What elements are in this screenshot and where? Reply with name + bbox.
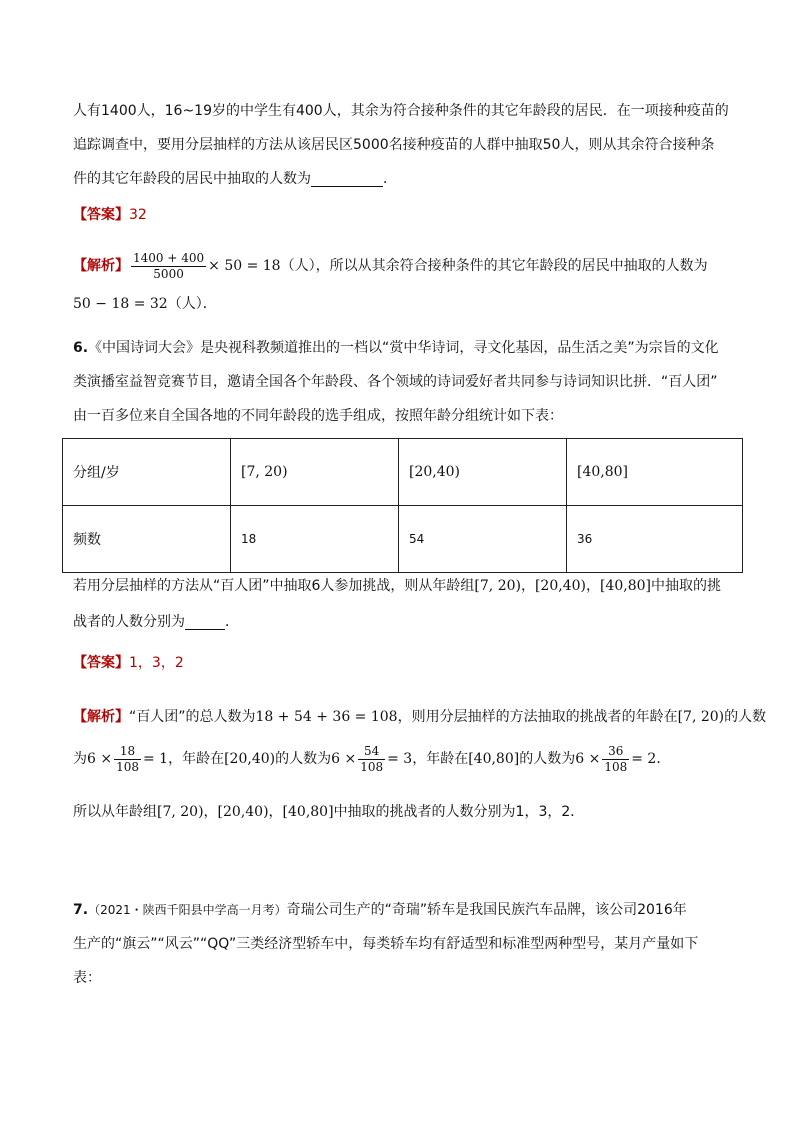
q6-fraction-2-denominator: 108 <box>360 759 384 774</box>
q6-line-3: 由一百多位来自全国各地的不同年龄段的选手组成，按照年龄分组统计如下表： <box>73 408 563 424</box>
q7-source: （2021・陕西千阳县中学高一月考） <box>88 903 287 917</box>
answer-value: 1，3，2 <box>129 655 184 671</box>
table-row <box>63 506 743 573</box>
q6-fraction-3 <box>602 744 629 775</box>
table-cell: 54 <box>399 506 567 573</box>
q5-line-1: 人有1400人，16~19岁的中学生有400人，其余为符合接种条件的其它年龄段的居民．在一项接种疫苗的 <box>73 103 729 119</box>
table-cell: 分组/岁 <box>63 439 231 506</box>
age-frequency-table <box>62 438 743 573</box>
q5-fraction <box>131 251 206 282</box>
q6-fraction-3-denominator: 108 <box>604 759 628 774</box>
q6-analysis-line2-c: 的人数为 <box>275 751 332 767</box>
table-header-row <box>63 439 743 506</box>
q6-fraction-2-post: = 3 <box>387 751 413 767</box>
q6-conclusion-a: 所以从年龄组 <box>73 804 157 820</box>
q7-number: 7. <box>73 902 89 918</box>
q5-line-3-end: ． <box>383 171 397 187</box>
q5-fraction-denominator: 5000 <box>153 266 184 281</box>
q6-analysis-range-3: [40,80] <box>468 751 520 767</box>
q6-fraction-1-numerator: 18 <box>114 744 141 760</box>
q6-question-ranges: [7, 20)，[20,40)，[40,80] <box>474 578 651 594</box>
q6-fraction-1-pre: 6 × <box>87 751 113 767</box>
q5-fraction-numerator: 1400 + 400 <box>133 250 205 265</box>
q5-answer <box>73 198 723 232</box>
table-cell: 频数 <box>63 506 231 573</box>
q5-analysis-expression: × 50 = 18（人） <box>208 258 316 274</box>
q6-fraction-2-pre: 6 × <box>331 751 357 767</box>
q6-analysis-text-a: “百人团”的总人数为 <box>129 709 256 725</box>
q6-analysis-text-d: 的人数 <box>724 709 767 725</box>
q6-analysis-text-b: ，则用分层抽样的方法抽取的挑战者的年龄在 <box>397 709 678 725</box>
q7-problem-text <box>73 893 723 995</box>
q6-analysis-line2-a: 为 <box>73 751 87 767</box>
q5-problem-text <box>73 94 729 196</box>
answer-tag: 【答案】 <box>73 207 129 223</box>
q6-analysis <box>73 696 767 780</box>
table-cell: [7, 20) <box>231 439 399 506</box>
q6-line-2: 类演播室益智竞赛节目，邀请全国各个年龄段、各个领域的诗词爱好者共同参与诗词知识比拼．“百人团” <box>73 374 718 390</box>
q6-conclusion-ranges: [7, 20)，[20,40)，[40,80] <box>157 804 334 820</box>
q6-answer-blank <box>185 611 225 630</box>
q6-analysis-line2-b: ，年龄在 <box>168 751 225 767</box>
table-cell: [20,40) <box>399 439 567 506</box>
q5-analysis-text: ，所以从其余符合接种条件的其它年龄段的居民中抽取的人数为 <box>315 258 708 274</box>
table-cell: 18 <box>231 506 399 573</box>
table-cell: 36 <box>567 506 743 573</box>
q6-fraction-1-post: = 1 <box>143 751 169 767</box>
q6-fraction-3-pre: 6 × <box>575 751 601 767</box>
analysis-tag: 【解析】 <box>73 709 129 725</box>
q6-fraction-2-numerator: 54 <box>358 744 385 760</box>
q6-question <box>73 568 723 640</box>
q5-analysis-line-2: 50 − 18 = 32（人）． <box>73 296 217 312</box>
q5-line-2: 追踪调查中，要用分层抽样的方法从该居民区5000名接种疫苗的人群中抽取50人，则从其余符合接种条 <box>73 137 715 153</box>
q7-line-1: 奇瑞公司生产的“奇瑞”轿车是我国民族汽车品牌，该公司2016年 <box>286 902 687 918</box>
answer-tag: 【答案】 <box>73 655 129 671</box>
q6-problem-text <box>73 331 723 433</box>
q6-conclusion <box>73 795 723 829</box>
q6-line-1: 《中国诗词大会》是央视科教频道推出的一档以“赏中华诗词，寻文化基因，品生活之美”为宗旨的文化 <box>88 340 719 356</box>
q6-question-text-c: 中抽取的挑 <box>650 578 721 594</box>
q6-fraction-2 <box>358 744 385 775</box>
q7-line-3: 表： <box>73 970 101 986</box>
table-cell: [40,80] <box>567 439 743 506</box>
q6-number: 6. <box>73 340 89 356</box>
q6-fraction-1 <box>114 744 141 775</box>
q6-analysis-sum: 18 + 54 + 36 = 108 <box>255 709 398 725</box>
q5-line-3 <box>73 162 723 196</box>
q6-question-end: ． <box>225 614 239 630</box>
q6-question-line-2: 战者的人数分别为 <box>73 614 185 630</box>
q7-line-2: 生产的“旗云”“风云”“QQ”三类经济型轿车中，每类轿车均有舒适型和标准型两种型号，某月产量如下 <box>73 936 699 952</box>
q6-question-text-a: 若用分层抽样的方法从“百人团”中抽取6人参加挑战，则从年龄组 <box>73 578 475 594</box>
q6-analysis-line2-e: 的人数为 <box>519 751 576 767</box>
q6-analysis-range-2: [20,40) <box>224 751 276 767</box>
q6-conclusion-b: 中抽取的挑战者的人数分别为1，3，2． <box>333 804 585 820</box>
analysis-tag: 【解析】 <box>73 258 129 274</box>
q6-fraction-3-post: = 2 <box>631 751 657 767</box>
q6-fraction-1-denominator: 108 <box>116 759 139 774</box>
answer-value: 32 <box>129 207 147 223</box>
q6-fraction-3-numerator: 36 <box>602 744 629 760</box>
q5-line-3-text: 件的其它年龄段的居民中抽取的人数为 <box>73 171 311 187</box>
q6-analysis-line2-d: ，年龄在 <box>412 751 469 767</box>
q6-analysis-range-1: [7, 20) <box>677 709 725 725</box>
q5-analysis <box>73 247 723 323</box>
q6-answer <box>73 646 723 680</box>
q5-answer-blank <box>311 168 383 187</box>
q6-analysis-line2-end: ． <box>656 751 671 767</box>
